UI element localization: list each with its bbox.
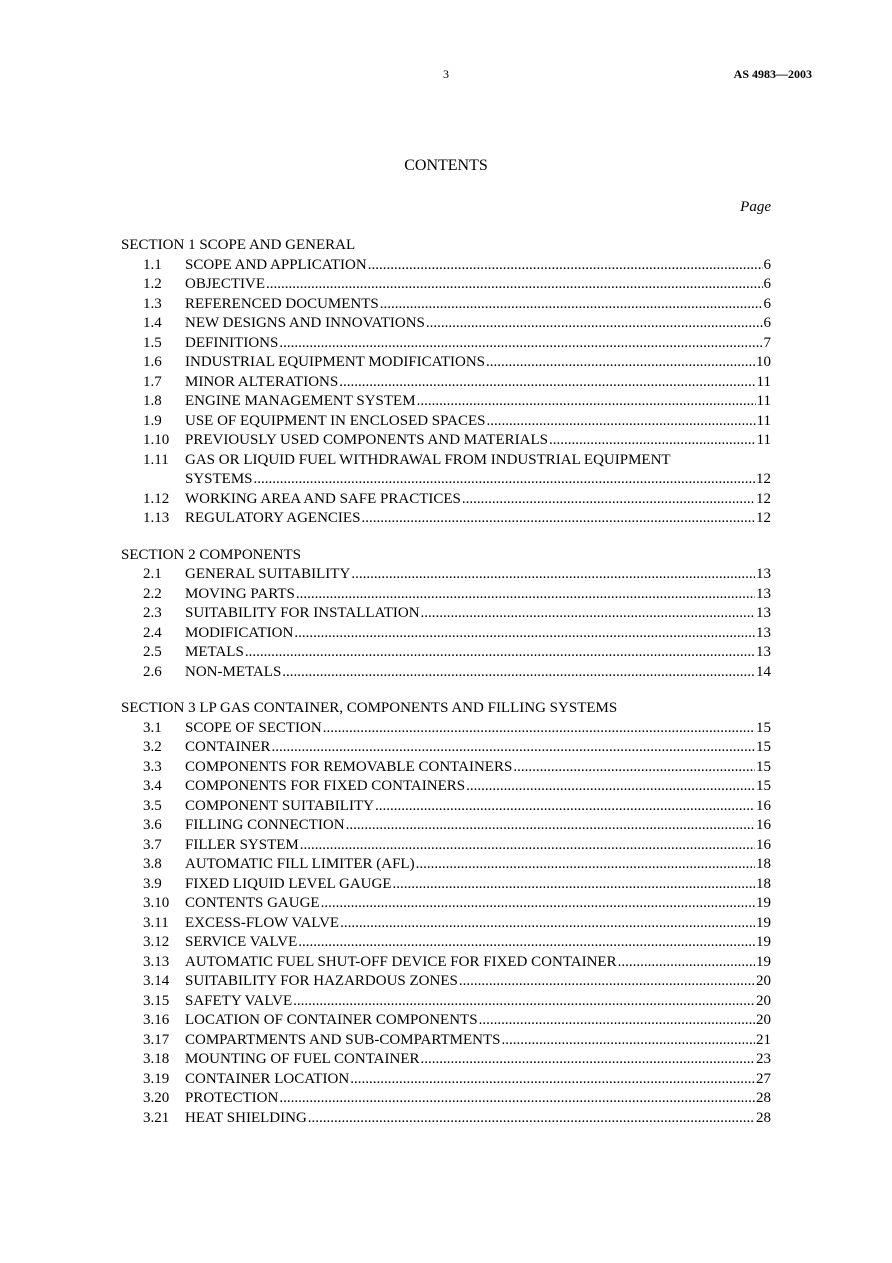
dot-leader <box>380 295 763 315</box>
clause-title: AUTOMATIC FUEL SHUT-OFF DEVICE FOR FIXED CONTAINER <box>185 953 617 970</box>
toc-entry[interactable] <box>121 604 771 624</box>
toc-entry[interactable] <box>121 758 771 778</box>
clause-number: 3.5 <box>143 797 162 814</box>
toc-entry[interactable] <box>121 914 771 934</box>
toc-entry[interactable] <box>121 1031 771 1051</box>
clause-title: OBJECTIVE <box>185 276 265 292</box>
dot-leader <box>459 972 755 992</box>
toc-entry[interactable] <box>121 719 771 739</box>
dot-leader <box>346 816 755 836</box>
clause-title: DEFINITIONS <box>185 334 279 351</box>
dot-leader <box>294 624 755 644</box>
clause-number: 3.15 <box>143 992 170 1009</box>
clause-number: 3.19 <box>143 1070 170 1087</box>
clause-number: 1.13 <box>143 510 170 526</box>
clause-number: 1.7 <box>143 373 162 390</box>
page-ref: 19 <box>756 914 771 931</box>
clause-title: SCOPE AND APPLICATION <box>185 256 367 273</box>
dot-leader <box>282 663 755 683</box>
clause-title: MINOR ALTERATIONS <box>185 373 339 390</box>
toc-entry[interactable] <box>121 643 771 663</box>
page-ref: 20 <box>756 1012 771 1028</box>
toc-entry[interactable] <box>121 565 771 585</box>
page-ref: 12 <box>756 510 771 526</box>
clause-number: 3.2 <box>143 739 162 755</box>
clause-number: 1.8 <box>143 393 162 409</box>
dot-leader <box>279 334 762 354</box>
clause-number: 1.9 <box>143 412 162 429</box>
section-heading: SECTION 3 LP GAS CONTAINER, COMPONENTS AND FILLING SYSTEMS <box>121 700 618 716</box>
clause-number: 3.6 <box>143 817 162 833</box>
clause-title: SERVICE VALVE <box>185 934 298 950</box>
page-ref: 12 <box>756 471 771 487</box>
page-ref: 11 <box>756 432 771 448</box>
clause-number: 3.1 <box>143 719 162 736</box>
dot-leader <box>462 490 755 510</box>
clause-title: NON-METALS <box>185 663 282 680</box>
clause-number: 3.20 <box>143 1090 170 1106</box>
toc-entry[interactable] <box>121 1070 771 1090</box>
page-ref: 23 <box>756 1051 771 1067</box>
dot-leader <box>321 894 755 914</box>
toc-entry[interactable] <box>121 275 771 295</box>
page-ref: 16 <box>756 817 771 833</box>
dot-leader <box>340 914 755 934</box>
clause-number: 3.9 <box>143 875 162 892</box>
clause-title: GAS OR LIQUID FUEL WITHDRAWAL FROM INDUSTRIAL EQUIPMENT <box>185 451 671 468</box>
dot-leader <box>351 565 755 585</box>
dot-leader <box>486 353 755 373</box>
page-ref: 21 <box>756 1031 771 1048</box>
page-ref: 19 <box>756 953 771 970</box>
toc-entry[interactable] <box>121 816 771 836</box>
clause-title: COMPARTMENTS AND SUB-COMPARTMENTS <box>185 1031 501 1048</box>
page-ref: 6 <box>763 256 771 273</box>
dot-leader <box>254 470 755 490</box>
clause-title: COMPONENTS FOR FIXED CONTAINERS <box>185 778 466 794</box>
dot-leader <box>361 509 755 529</box>
clause-number: 2.3 <box>143 605 162 621</box>
clause-number: 1.3 <box>143 295 162 312</box>
dot-leader <box>421 604 755 624</box>
toc-entry[interactable] <box>121 490 771 510</box>
toc-entry[interactable] <box>121 972 771 992</box>
clause-title: SUITABILITY FOR HAZARDOUS ZONES <box>185 973 458 989</box>
dot-leader <box>368 256 763 276</box>
clause-title: FIXED LIQUID LEVEL GAUGE <box>185 875 392 892</box>
dot-leader <box>298 933 755 953</box>
clause-title: MOUNTING OF FUEL CONTAINER <box>185 1051 420 1067</box>
toc-entry[interactable] <box>121 992 771 1012</box>
page-ref: 18 <box>756 856 771 872</box>
clause-number: 1.12 <box>143 490 170 507</box>
page-ref: 7 <box>763 334 771 351</box>
toc-entry[interactable] <box>121 451 771 471</box>
clause-number: 2.1 <box>143 566 162 582</box>
clause-number: 3.17 <box>143 1031 170 1048</box>
section-heading: SECTION 1 SCOPE AND GENERAL <box>121 237 356 253</box>
toc-entry[interactable] <box>121 663 771 683</box>
clause-number: 1.5 <box>143 334 162 351</box>
clause-number: 1.6 <box>143 354 162 370</box>
toc-entry[interactable] <box>121 412 771 432</box>
document-id: AS 4983—2003 <box>733 67 812 81</box>
table-of-contents <box>121 236 771 1128</box>
clause-number: 2.5 <box>143 644 162 660</box>
dot-leader <box>416 855 755 875</box>
page-ref: 11 <box>756 373 771 390</box>
page-ref: 11 <box>756 412 771 429</box>
clause-title: SUITABILITY FOR INSTALLATION <box>185 605 420 621</box>
clause-title: MOVING PARTS <box>185 585 295 602</box>
page-ref: 6 <box>763 295 771 312</box>
clause-number: 1.2 <box>143 276 162 292</box>
dot-leader <box>426 314 763 334</box>
clause-title: EXCESS-FLOW VALVE <box>185 914 340 931</box>
dot-leader <box>479 1011 755 1031</box>
dot-leader <box>417 392 756 412</box>
toc-entry[interactable] <box>121 295 771 315</box>
clause-title: FILLING CONNECTION <box>185 817 345 833</box>
toc-entry[interactable] <box>121 894 771 914</box>
dot-leader <box>300 836 755 856</box>
clause-number: 3.21 <box>143 1109 170 1126</box>
clause-number: 1.11 <box>143 451 169 468</box>
clause-title: PROTECTION <box>185 1090 279 1106</box>
toc-entry[interactable] <box>121 1109 771 1129</box>
dot-leader <box>308 1109 755 1129</box>
page-ref: 13 <box>756 566 771 582</box>
dot-leader <box>549 431 756 451</box>
dot-leader <box>486 412 755 432</box>
page-ref: 14 <box>756 663 771 680</box>
clause-number: 3.8 <box>143 856 162 872</box>
toc-entry[interactable] <box>121 334 771 354</box>
toc-entry[interactable] <box>121 353 771 373</box>
section-heading: SECTION 2 COMPONENTS <box>121 546 302 563</box>
page-ref: 6 <box>763 276 771 292</box>
page-ref: 16 <box>756 836 771 853</box>
page-ref: 28 <box>756 1109 771 1126</box>
toc-entry[interactable] <box>121 953 771 973</box>
dot-leader <box>271 738 755 758</box>
page-ref: 15 <box>756 758 771 775</box>
page-ref: 20 <box>756 992 771 1009</box>
clause-number: 3.7 <box>143 836 162 853</box>
clause-number: 1.1 <box>143 256 162 273</box>
clause-number: 3.11 <box>143 914 169 931</box>
clause-title-continued: SYSTEMS <box>185 471 253 487</box>
clause-number: 1.10 <box>143 432 170 448</box>
contents-title: CONTENTS <box>404 157 488 174</box>
page-ref: 15 <box>756 778 771 794</box>
clause-title: NEW DESIGNS AND INNOVATIONS <box>185 315 425 331</box>
clause-title: COMPONENTS FOR REMOVABLE CONTAINERS <box>185 758 513 775</box>
toc-entry[interactable] <box>121 392 771 412</box>
dot-leader <box>339 373 755 393</box>
clause-title: FILLER SYSTEM <box>185 836 299 853</box>
page-ref: 19 <box>756 934 771 950</box>
page-ref: 13 <box>756 624 771 641</box>
page-column-header: Page <box>740 199 771 215</box>
clause-title: SCOPE OF SECTION <box>185 719 322 736</box>
toc-entry[interactable] <box>121 836 771 856</box>
clause-number: 3.10 <box>143 895 170 911</box>
clause-number: 1.4 <box>143 315 162 331</box>
clause-number: 3.12 <box>143 934 170 950</box>
page-ref: 18 <box>756 875 771 892</box>
toc-entry[interactable] <box>121 1050 771 1070</box>
dot-leader <box>466 777 755 797</box>
clause-title: USE OF EQUIPMENT IN ENCLOSED SPACES <box>185 412 486 429</box>
clause-title: CONTAINER LOCATION <box>185 1070 350 1087</box>
page-ref: 13 <box>756 605 771 621</box>
toc-entry[interactable] <box>121 373 771 393</box>
dot-leader <box>266 275 763 295</box>
clause-number: 3.13 <box>143 953 170 970</box>
dot-leader <box>296 585 755 605</box>
clause-number: 2.4 <box>143 624 162 641</box>
toc-entry[interactable] <box>121 256 771 276</box>
page-ref: 15 <box>756 739 771 755</box>
clause-title: METALS <box>185 644 244 660</box>
clause-title: PREVIOUSLY USED COMPONENTS AND MATERIALS <box>185 432 548 448</box>
page-ref: 16 <box>756 797 771 814</box>
dot-leader <box>618 953 755 973</box>
clause-title: LOCATION OF CONTAINER COMPONENTS <box>185 1012 478 1028</box>
page-ref: 28 <box>756 1090 771 1106</box>
toc-entry[interactable] <box>121 797 771 817</box>
page-ref: 15 <box>756 719 771 736</box>
clause-title: SAFETY VALVE <box>185 992 293 1009</box>
clause-title: COMPONENT SUITABILITY <box>185 797 374 814</box>
dot-leader <box>502 1031 756 1051</box>
clause-title: MODIFICATION <box>185 624 294 641</box>
clause-number: 2.2 <box>143 585 162 602</box>
clause-title: GENERAL SUITABILITY <box>185 566 351 582</box>
clause-title: WORKING AREA AND SAFE PRACTICES <box>185 490 461 507</box>
clause-number: 2.6 <box>143 663 162 680</box>
toc-entry[interactable] <box>121 585 771 605</box>
clause-title: HEAT SHIELDING <box>185 1109 307 1126</box>
toc-entry[interactable] <box>121 624 771 644</box>
dot-leader <box>375 797 755 817</box>
clause-number: 3.14 <box>143 973 170 989</box>
clause-number: 3.16 <box>143 1012 170 1028</box>
page-ref: 12 <box>756 490 771 507</box>
page-ref: 11 <box>756 393 771 409</box>
dot-leader <box>279 1089 755 1109</box>
clause-title: CONTAINER <box>185 739 271 755</box>
page-ref: 27 <box>756 1070 771 1087</box>
clause-title: INDUSTRIAL EQUIPMENT MODIFICATIONS <box>185 354 485 370</box>
clause-title: REGULATORY AGENCIES <box>185 510 361 526</box>
dot-leader <box>245 643 755 663</box>
clause-title: ENGINE MANAGEMENT SYSTEM <box>185 393 416 409</box>
page-ref: 13 <box>756 585 771 602</box>
page-number: 3 <box>443 67 449 81</box>
toc-entry[interactable] <box>121 738 771 758</box>
toc-entry[interactable] <box>121 1089 771 1109</box>
page-ref: 13 <box>756 644 771 660</box>
toc-entry[interactable] <box>121 1011 771 1031</box>
clause-number: 3.18 <box>143 1051 170 1067</box>
page-ref: 19 <box>756 895 771 911</box>
toc-entry[interactable] <box>121 777 771 797</box>
dot-leader <box>513 758 755 778</box>
toc-entry[interactable] <box>121 314 771 334</box>
toc-entry[interactable] <box>121 933 771 953</box>
dot-leader <box>323 719 755 739</box>
dot-leader <box>392 875 755 895</box>
page-ref: 10 <box>756 354 771 370</box>
page-ref: 20 <box>756 973 771 989</box>
toc-entry[interactable] <box>121 855 771 875</box>
clause-number: 3.4 <box>143 778 162 794</box>
toc-entry[interactable] <box>121 509 771 529</box>
dot-leader <box>421 1050 756 1070</box>
toc-entry[interactable] <box>121 431 771 451</box>
clause-title: REFERENCED DOCUMENTS <box>185 295 379 312</box>
toc-entry-continuation[interactable] <box>121 470 771 490</box>
dot-leader <box>350 1070 755 1090</box>
clause-number: 3.3 <box>143 758 162 775</box>
dot-leader <box>293 992 755 1012</box>
page-ref: 6 <box>763 315 771 331</box>
clause-title: CONTENTS GAUGE <box>185 895 320 911</box>
toc-entry[interactable] <box>121 875 771 895</box>
clause-title: AUTOMATIC FILL LIMITER (AFL) <box>185 856 415 872</box>
